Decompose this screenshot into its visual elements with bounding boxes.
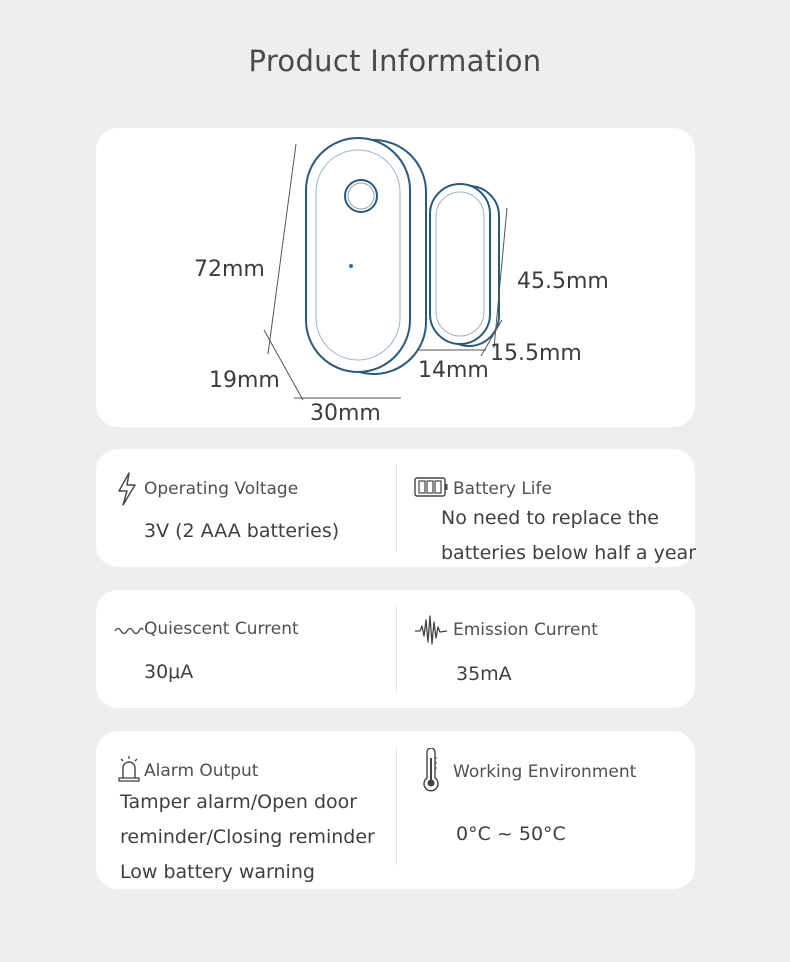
spec-card-alarm-env: [96, 731, 695, 889]
alarm-label: Alarm Output: [144, 761, 259, 781]
quiescent-value: 30μA: [144, 661, 194, 683]
thermometer-icon: [422, 748, 440, 792]
alarm-line-1: Tamper alarm/Open door: [120, 791, 358, 813]
environment-value: 0°C ~ 50°C: [456, 823, 566, 845]
alarm-light-icon: [117, 754, 141, 782]
voltage-value: 3V (2 AAA batteries): [144, 520, 340, 542]
main-sensor-front: [306, 138, 410, 372]
dim-height-magnet: 45.5mm: [517, 269, 609, 294]
battery-icon: [414, 476, 448, 498]
dim-width-magnet: 14mm: [418, 358, 489, 383]
divider: [396, 747, 397, 865]
lightning-icon: [116, 472, 138, 506]
dim-depth-magnet: 15.5mm: [490, 341, 582, 366]
dim-height-main: 72mm: [194, 257, 265, 282]
battery-value: [441, 501, 696, 571]
voltage-label: Operating Voltage: [144, 479, 299, 499]
dimensions-card: [96, 128, 695, 427]
spec-card-current: [96, 590, 695, 708]
battery-line-2: batteries below half a year: [441, 542, 697, 564]
emission-value: 35mA: [456, 663, 512, 685]
dim-width-main: 30mm: [310, 401, 381, 426]
alarm-value: [120, 785, 375, 890]
emission-label: Emission Current: [453, 620, 598, 640]
quiescent-label: Quiescent Current: [144, 619, 299, 639]
environment-label: Working Environment: [453, 762, 637, 782]
divider: [396, 606, 397, 692]
battery-label: Battery Life: [453, 479, 552, 499]
sensor-led: [349, 264, 353, 268]
alarm-line-3: Low battery warning: [120, 861, 315, 883]
magnet-front: [430, 184, 490, 344]
dim-depth-main: 19mm: [209, 368, 280, 393]
spec-card-power: [96, 449, 695, 567]
divider: [396, 465, 397, 551]
battery-line-1: No need to replace the: [441, 507, 659, 529]
page-title: Product Information: [248, 44, 542, 78]
alarm-line-2: reminder/Closing reminder: [120, 826, 375, 848]
signal-spike-icon: [414, 614, 448, 646]
wave-icon: [114, 624, 144, 636]
